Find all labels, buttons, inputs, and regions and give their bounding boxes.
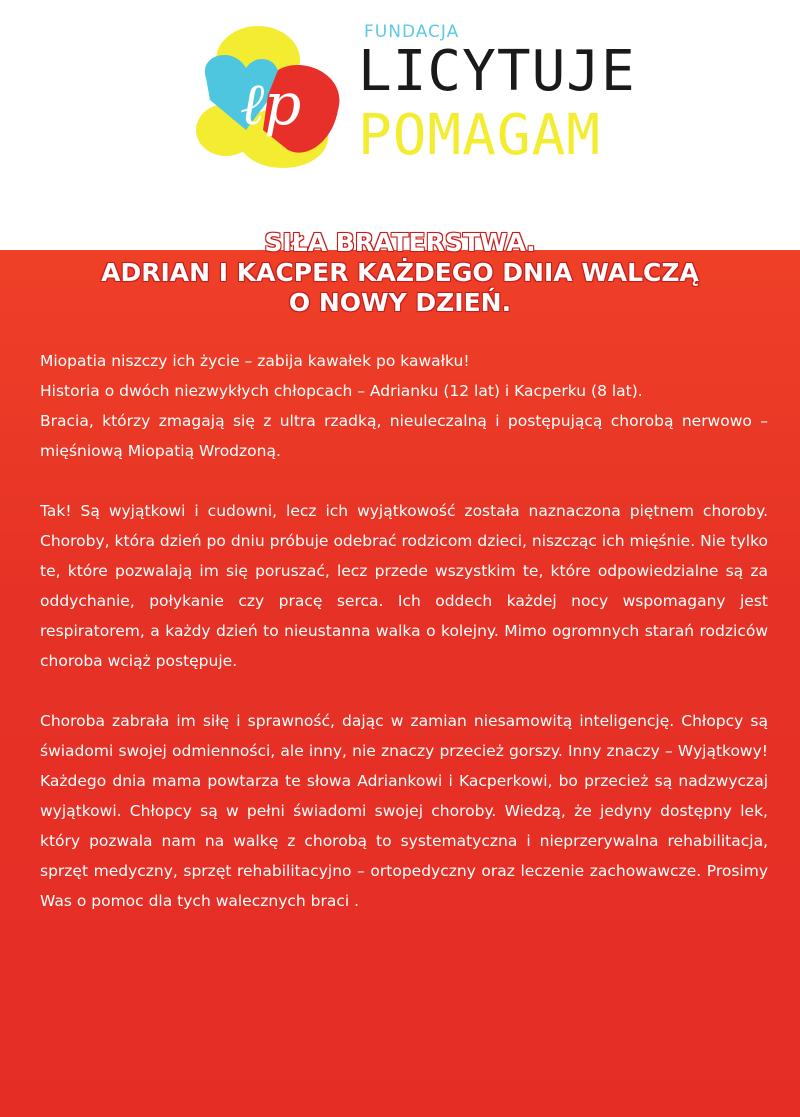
brand-name-line1: LICYTUJE <box>358 39 636 104</box>
headline-line1: SIŁA BRATERSTWA. <box>264 228 536 257</box>
article-body <box>40 346 768 916</box>
paragraph-3: Choroba zabrała im siłę i sprawność, dając w zamian niesamowitą inteligencję. Chłopcy są świadomi swojej odmienności, ale inny, nie znaczy przecież gorszy. Inny znaczy – Wyjątkowy! Każdego dnia mama powtarza te słowa Adriankowi i Kacperkowi, bo przecież są nadzwyczaj wyjątkowi. Chłopcy są w pełni świadomi swojej choroby. Wiedzą, że jedyny dostępny lek, który pozwala nam na walkę z chorobą to systematyczna i nieprzerywalna rehabilitacja, sprzęt medyczny, sprzęt rehabilitacyjno – ortopedyczny oraz leczenie zachowawcze. Prosimy Was o pomoc dla tych walecznych braci . <box>40 712 768 910</box>
brand-name-line2: POMAGAM <box>358 103 602 168</box>
headline-line2: ADRIAN I KACPER KAŻDEGO DNIA WALCZĄ <box>101 258 699 287</box>
paragraph-2: Tak! Są wyjątkowi i cudowni, lecz ich wyjątkowość została naznaczona piętnem choroby. Choroby, która dzień po dniu próbuje odebrać rodzicom dzieci, niszcząc ich mięśnie. Nie tylko te, które pozwalają im się poruszać, lecz przede wszystkim te, które odpowiedzialne są za oddychanie, połykanie czy pracę serca. Ich oddech każdej nocy wspomagany jest respiratorem, a każdy dzień to nieustanna walka o kolejny. Mimo ogromnych starań rodziców choroba wciąż postępuje. <box>40 502 768 670</box>
intro-line2: Historia o dwóch niezwykłych chłopcach – Adrianku (12 lat) i Kacperku (8 lat). <box>40 382 643 400</box>
foundation-logo-icon <box>188 20 358 170</box>
intro-line3: Bracia, którzy zmagają się z ultra rzadką, nieuleczalną i postępującą chorobą nerwowo – mięśniową Miopatią Wrodzoną. <box>40 412 768 460</box>
headline <box>0 228 800 318</box>
brand-foundation-label: FUNDACJA <box>364 22 460 42</box>
intro-line1: Miopatia niszczy ich życie – zabija kawałek po kawałku! <box>40 352 470 370</box>
headline-line3: O NOWY DZIEŃ. <box>288 288 512 317</box>
header <box>0 0 800 250</box>
logo-monogram: ℓp <box>240 70 302 138</box>
